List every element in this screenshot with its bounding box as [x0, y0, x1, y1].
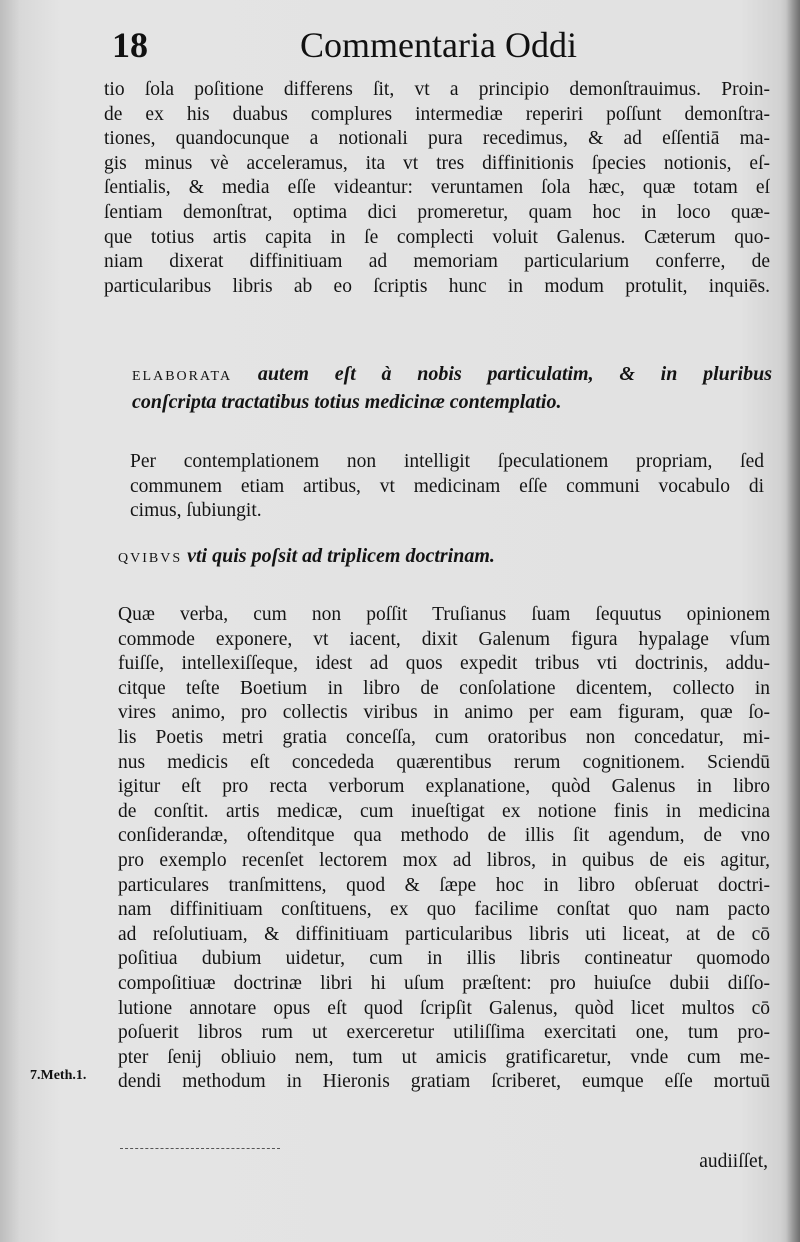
text-line: de ex his duabus complures intermediæ reperiri poſſunt demonſtra-	[104, 103, 770, 125]
page-edge-shadow	[786, 0, 800, 1242]
lemma-lead-word: ELABORATA	[132, 369, 233, 384]
lemma-2	[118, 542, 758, 570]
lemma-line	[132, 360, 772, 388]
text-line: niam dixerat diffinitiuam ad memoriam particularium conferre, de	[104, 251, 770, 273]
text-line: Per contemplationem non intelligit ſpeculationem propriam, ſed	[130, 451, 764, 472]
text-line: que totius artis capita in ſe complecti voluit Galenus. Cæterum quo-	[104, 226, 770, 248]
text-line: ſentiam demonſtrat, optima dici promeretur, quam hoc in loco quæ-	[104, 201, 770, 223]
text-line: de conſtit. artis medicæ, cum inueſtigat ex notione finis in medicina	[118, 800, 770, 822]
paragraph-1	[104, 78, 770, 299]
text-line: fuiſſe, intellexiſſeque, idest ad quos expedit tribus vti doctrinis, addu-	[118, 653, 770, 675]
text-line: poſitiua dubium uidetur, cum in illis libris contineatur quomodo	[118, 948, 770, 970]
lemma-line: conſcripta tractatibus totius medicinæ contemplatio.	[132, 391, 562, 413]
text-line: gis minus vè acceleramus, ita vt tres diffinitionis ſpecies notionis, eſ-	[104, 152, 770, 174]
catchword: audiiſſet,	[699, 1151, 768, 1172]
text-line: Quæ verba, cum non poſſit Truſianus ſuam ſequutus opinionem	[118, 604, 770, 625]
text-line: citque teſte Boetium in libro de conſolatione dicentem, collecto in	[118, 677, 770, 699]
text-line: pro exemplo recenſet lectorem mox ad libros, in quibus de eis agitur,	[118, 849, 770, 871]
catchword-block	[560, 1150, 768, 1175]
lemma-line	[118, 542, 758, 570]
text-line: pter ſenij obliuio nem, tum ut amicis gratificaretur, vnde cum me-	[118, 1046, 770, 1068]
text-line: tio ſola poſitione differens ſit, vt a principio demonſtrauimus. Proin-	[104, 79, 770, 100]
text-line: lutione annotare opus eſt quod ſcripſit Galenus, quòd licet multos cō	[118, 997, 770, 1019]
text-line: compoſitiuæ doctrinæ libri hi uſum præſtent: pro huiuſce dubii diſſo-	[118, 972, 770, 994]
text-line: lis Poetis metri gratia conceſſa, cum oratoribus non concedatur, mi-	[118, 726, 770, 748]
text-line: poſuerit libros rum ut exerceretur utiliſſima exercitati one, tum pro-	[118, 1022, 770, 1044]
page-number: 18	[112, 25, 148, 65]
running-head: Commentaria Oddi	[300, 25, 577, 65]
paragraph-3	[118, 603, 770, 1095]
page-header	[0, 20, 800, 76]
text-line: vires animo, pro collectis viribus in animo per eam figuram, quæ ſo-	[118, 702, 770, 724]
text-line: particularibus libris ab eo ſcriptis hunc in modum protulit, inquiēs.	[104, 275, 770, 297]
text-line: particulares tranſmittens, quod & ſæpe hoc in libro obſeruat doctri-	[118, 874, 770, 896]
paragraph-2	[130, 450, 764, 524]
text-line: dendi methodum in Hieronis gratiam ſcriberet, eumque eſſe mortuū	[118, 1071, 770, 1093]
lemma-text: vti quis poſsit ad triplicem doctrinam.	[187, 545, 495, 567]
text-line: commode exponere, vt iacent, dixit Galenum figura hypalage vſum	[118, 628, 770, 650]
text-line: tiones, quandocunque a notionali pura recedimus, & ad eſſentiā ma-	[104, 128, 770, 150]
text-line: ſentialis, & media eſſe videantur: veruntamen ſola hæc, quæ totam eſ	[104, 177, 770, 199]
text-line: conſiderandæ, oſtenditque qua methodo de illis ſit agendum, de vno	[118, 825, 770, 847]
text-line: communem etiam artibus, vt medicinam eſſe communi vocabulo di	[130, 475, 764, 497]
text-line: cimus, ſubiungit.	[130, 500, 262, 522]
footer-rule	[120, 1148, 280, 1150]
lemma-1	[132, 360, 772, 416]
lemma-lead-word: QVIBVS	[118, 551, 183, 566]
text-line: nus medicis eſt concededa quærentibus rerum cognitionem. Sciendū	[118, 751, 770, 773]
text-line: ad reſolutiuam, & diffinitiuam particularibus libris uti liceat, at de cō	[118, 923, 770, 945]
lemma-text: autem eſt à nobis particulatim, & in pluribus	[257, 363, 772, 385]
margin-note: 7.Meth.1.	[30, 1068, 87, 1083]
text-line: nam diffinitiuam conſtituens, ex quo facilime conſtat quo nam pacto	[118, 899, 770, 921]
text-line: igitur eſt pro recta verborum explanatione, quòd Galenus in libro	[118, 776, 770, 798]
